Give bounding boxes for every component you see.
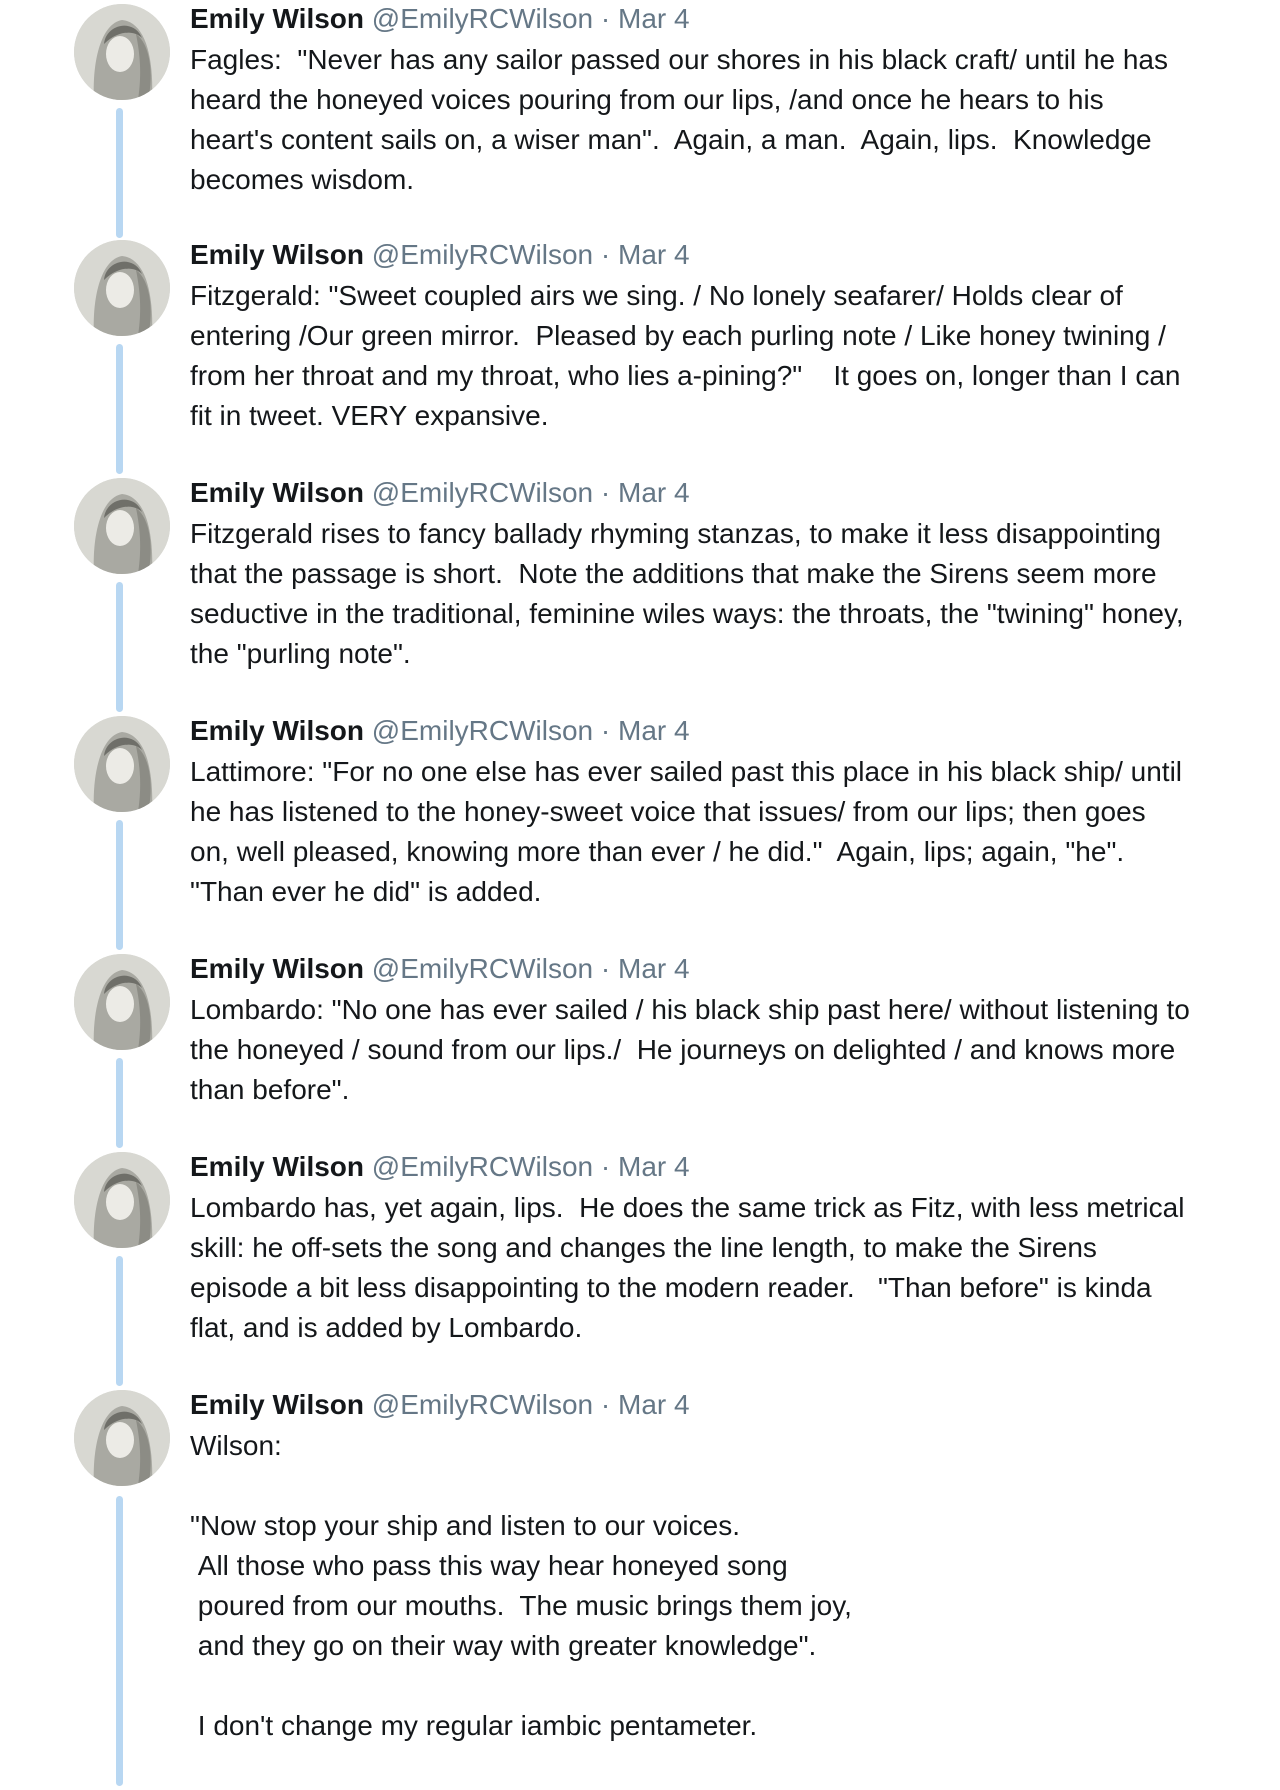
avatar[interactable] [74,954,170,1050]
thread-connector [116,1496,123,1786]
tweet-header [190,714,690,748]
avatar[interactable] [74,716,170,812]
separator-dot: · [600,239,611,270]
author-handle[interactable]: @EmilyRCWilson [371,715,594,746]
author-handle[interactable]: @EmilyRCWilson [371,953,594,984]
separator-dot: · [600,477,611,508]
profile-photo-icon [74,1152,170,1248]
tweet-date[interactable]: Mar 4 [618,715,690,746]
separator-dot: · [600,3,611,34]
tweet-text: Lombardo: "No one has ever sailed / his black ship past here/ without listening to the honeyed / sound from our lips./ He journeys on delighted / and knows more than before". [190,994,1198,1105]
profile-photo-icon [74,716,170,812]
thread-connector [116,582,123,712]
tweet-text: Fagles: "Never has any sailor passed our shores in his black craft/ until he has heard the honeyed voices pouring from our lips, /and once he hears to his heart's content sails on, a wiser man". Again, a man. Again, lips. Knowledge becomes wisdom. [190,44,1176,195]
tweet-date[interactable]: Mar 4 [618,1389,690,1420]
separator-dot: · [600,953,611,984]
author-name[interactable]: Emily Wilson [190,3,365,34]
avatar[interactable] [74,1152,170,1248]
tweet-text: Lattimore: "For no one else has ever sailed past this place in his black ship/ until he has listened to the honey-sweet voice that issues/ from our lips; then goes on, well pleased, knowing more than ever / he did." Again, lips; again, "he". "Than ever he did" is added. [190,756,1190,907]
profile-photo-icon [74,4,170,100]
tweet-text: Fitzgerald rises to fancy ballady rhyming stanzas, to make it less disappointing that the passage is short. Note the additions that make the Sirens seem more seductive in the traditional, feminine wiles ways: the throats, the "twining" honey, the "purling note". [190,518,1192,669]
tweet-date[interactable]: Mar 4 [618,3,690,34]
author-handle[interactable]: @EmilyRCWilson [371,239,594,270]
author-handle[interactable]: @EmilyRCWilson [371,477,594,508]
tweet-header [190,952,690,986]
profile-photo-icon [74,954,170,1050]
avatar[interactable] [74,478,170,574]
tweet-header [190,1150,690,1184]
profile-photo-icon [74,478,170,574]
tweet-date[interactable]: Mar 4 [618,239,690,270]
author-handle[interactable]: @EmilyRCWilson [371,1151,594,1182]
tweet-date[interactable]: Mar 4 [618,953,690,984]
author-name[interactable]: Emily Wilson [190,1151,365,1182]
avatar[interactable] [74,1390,170,1486]
author-handle[interactable]: @EmilyRCWilson [371,1389,594,1420]
author-name[interactable]: Emily Wilson [190,953,365,984]
tweet-text: Fitzgerald: "Sweet coupled airs we sing. / No lonely seafarer/ Holds clear of entering /Our green mirror. Pleased by each purling note / Like honey twining / from her throat and my throat, who lies a-pining?" It goes on, longer than I can fit in tweet. VERY expansive. [190,280,1189,431]
tweet-date[interactable]: Mar 4 [618,477,690,508]
tweet-header [190,2,690,36]
author-handle[interactable]: @EmilyRCWilson [371,3,594,34]
tweet-text: Wilson: "Now stop your ship and listen to our voices. All those who pass this way hear honeyed song poured from our mouths. The music brings them joy, and they go on their way with greater knowledge". I don't change my regular iambic pentameter. [190,1430,852,1741]
profile-photo-icon [74,240,170,336]
profile-photo-icon [74,1390,170,1486]
author-name[interactable]: Emily Wilson [190,715,365,746]
tweet-date[interactable]: Mar 4 [618,1151,690,1182]
thread-connector [116,1256,123,1386]
separator-dot: · [600,715,611,746]
thread-connector [116,820,123,950]
author-name[interactable]: Emily Wilson [190,1389,365,1420]
tweet-header [190,1388,690,1422]
avatar[interactable] [74,4,170,100]
thread-connector [116,344,123,474]
thread-connector [116,1058,123,1148]
tweet-text: Lombardo has, yet again, lips. He does the same trick as Fitz, with less metrical skill: he off-sets the song and changes the line length, to make the Sirens episode a bit less disappointing to the modern reader. "Than before" is kinda flat, and is added by Lombardo. [190,1192,1193,1343]
author-name[interactable]: Emily Wilson [190,477,365,508]
tweet-header [190,476,690,510]
avatar[interactable] [74,240,170,336]
thread-connector [116,108,123,238]
tweet-header [190,238,690,272]
separator-dot: · [600,1389,611,1420]
separator-dot: · [600,1151,611,1182]
author-name[interactable]: Emily Wilson [190,239,365,270]
